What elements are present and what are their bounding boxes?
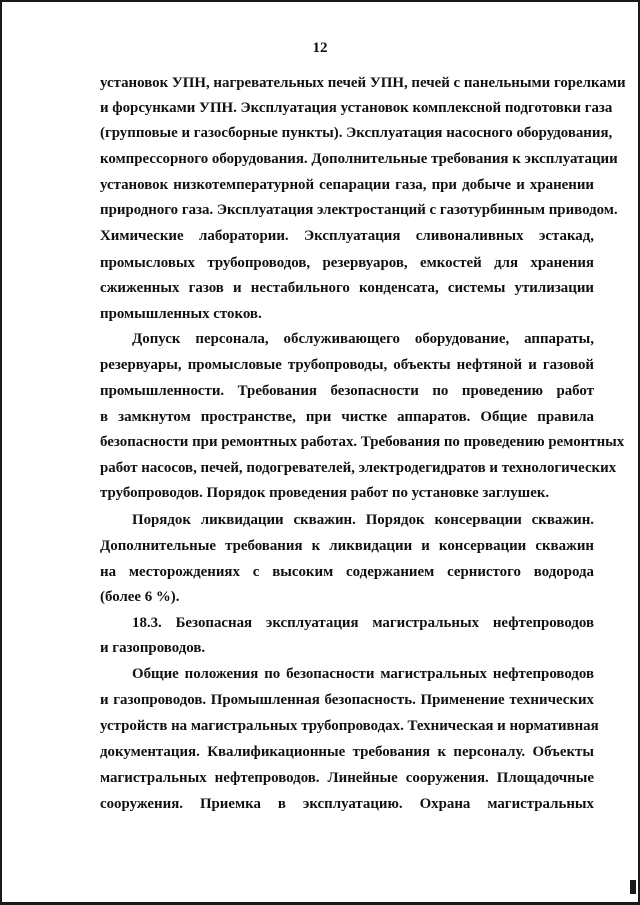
page-border-left xyxy=(0,0,2,905)
text-line: работ насосов, печей, подогревателей, электродегидратов и технологических xyxy=(100,460,617,476)
text-line: сооружения. Приемка в эксплуатацию. Охрана магистральных xyxy=(100,796,594,812)
text-line: документация. Квалификационные требования к персоналу. Объекты xyxy=(100,744,594,760)
page-number: 12 xyxy=(312,40,328,56)
text-line: (групповые и газосборные пункты). Эксплуатация насосного оборудования, xyxy=(100,125,613,141)
page-border-top xyxy=(0,0,640,2)
text-line: природного газа. Эксплуатация электростанций с газотурбинным приводом. xyxy=(100,202,618,218)
text-line: Химические лаборатории. Эксплуатация сливоналивных эстакад, xyxy=(100,228,594,244)
paragraph-first-line: Общие положения по безопасности магистральных нефтепроводов xyxy=(132,666,594,682)
text-line: в замкнутом пространстве, при чистке аппаратов. Общие правила xyxy=(100,409,594,425)
text-line: и газопроводов. Промышленная безопасность. Применение технических xyxy=(100,692,594,708)
text-line: Дополнительные требования к ликвидации и консервации скважин xyxy=(100,538,594,554)
section-heading-continuation: и газопроводов. xyxy=(100,640,206,656)
text-line: сжиженных газов и нестабильного конденсата, системы утилизации xyxy=(100,280,594,296)
text-line: (более 6 %). xyxy=(100,589,180,605)
text-line: на месторождениях с высоким содержанием сернистого водорода xyxy=(100,564,594,580)
text-line: магистральных нефтепроводов. Линейные сооружения. Площадочные xyxy=(100,770,594,786)
text-line: и форсунками УПН. Эксплуатация установок комплексной подготовки газа xyxy=(100,100,613,116)
text-line: промышленных стоков. xyxy=(100,306,262,322)
text-line: промышленности. Требования безопасности по проведению работ xyxy=(100,383,594,399)
section-heading: 18.3. Безопасная эксплуатация магистральных нефтепроводов xyxy=(132,615,594,631)
paragraph-first-line: Допуск персонала, обслуживающего оборудование, аппараты, xyxy=(132,331,594,347)
text-line: установок низкотемпературной сепарации газа, при добыче и хранении xyxy=(100,177,594,193)
paragraph-first-line: Порядок ликвидации скважин. Порядок консервации скважин. xyxy=(132,512,594,528)
text-line: трубопроводов. Порядок проведения работ по установке заглушек. xyxy=(100,485,550,501)
text-line: промысловых трубопроводов, резервуаров, емкостей для хранения xyxy=(100,255,594,271)
scan-artifact xyxy=(630,880,636,894)
text-line: установок УПН, нагревательных печей УПН, печей с панельными горелками xyxy=(100,75,626,91)
text-line: безопасности при ремонтных работах. Требования по проведению ремонтных xyxy=(100,434,625,450)
text-line: компрессорного оборудования. Дополнительные требования к эксплуатации xyxy=(100,151,618,167)
text-line: устройств на магистральных трубопроводах. Техническая и нормативная xyxy=(100,718,599,734)
text-line: резервуары, промысловые трубопроводы, объекты нефтяной и газовой xyxy=(100,357,594,373)
